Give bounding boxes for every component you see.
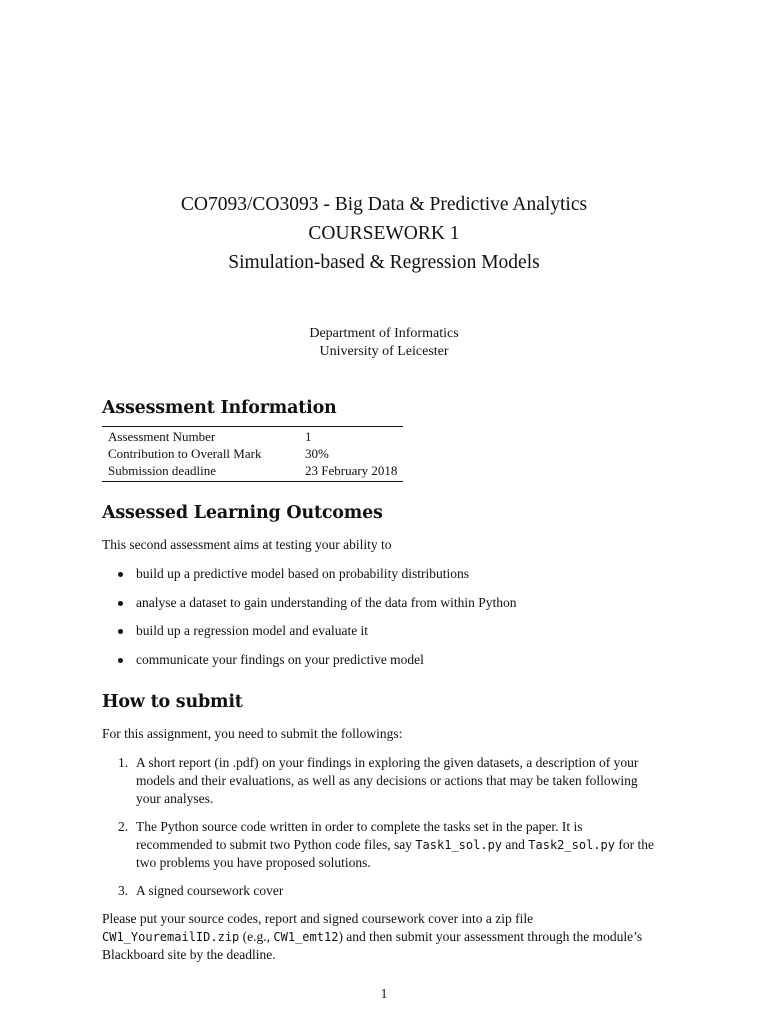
code-filename: Task2_sol.py [528,838,615,852]
title-block [0,190,768,277]
outcomes-heading: Assessed Learning Outcomes [102,503,383,523]
table-cell-label: Assessment Number [108,429,216,444]
coursework-title: COURSEWORK 1 [308,223,460,244]
list-item: build up a regression model and evaluate it [102,622,662,640]
outcomes-intro: This second assessment aims at testing your ability to [102,537,392,552]
list-item: 2. The Python source code written in order to complete the tasks set in the paper. It is recommended to submit two Python code files, say Task1_sol.py and Task2_sol.py for the two problems you have proposed solutions. [118,819,654,870]
table-row [102,462,403,482]
submit-section [102,692,662,964]
university: University of Leicester [319,344,449,359]
list-item: 1. A short report (in .pdf) on your findings in exploring the given datasets, a description of your models and their evaluations, as well as any decisions or actions that may be taken following your analyses. [118,755,639,806]
bullet-icon [118,572,123,577]
page-number: 1 [380,986,388,1001]
table-row [102,427,403,446]
bullet-icon [118,658,123,663]
table-row [102,445,403,462]
outcomes-section [102,503,662,679]
assessment-table [102,426,403,482]
submit-list [102,754,662,900]
table-cell-label: Contribution to Overall Mark [108,446,262,461]
outcomes-list [102,565,662,669]
course-title: CO7093/CO3093 - Big Data & Predictive Analytics [180,194,588,215]
submit-instructions: Please put your source codes, report and signed coursework cover into a zip file CW1_YouremailID.zip (e.g., CW1_emt12) and then submit your assessment through the module’s Blackboard site by the deadline. [102,911,643,962]
code-filename: CW1_YouremailID.zip [102,930,240,944]
list-item: 3. A signed coursework cover [118,883,284,898]
code-filename: Task1_sol.py [415,838,503,852]
affiliation [0,325,768,361]
submit-heading: How to submit [102,692,243,712]
table-cell-value: 30% [305,446,329,461]
bullet-icon [118,629,123,634]
list-item: communicate your findings on your predictive model [102,651,662,669]
assessment-section [102,398,662,482]
coursework-subtitle: Simulation-based & Regression Models [228,252,540,273]
assessment-heading: Assessment Information [102,398,337,418]
submit-intro: For this assignment, you need to submit the followings: [102,726,403,741]
table-cell-value: 23 February 2018 [305,463,398,478]
department: Department of Informatics [309,326,459,341]
code-filename: CW1_emt12 [273,930,339,944]
list-item: build up a predictive model based on probability distributions [102,565,662,583]
bullet-icon [118,601,123,606]
list-item: analyse a dataset to gain understanding of the data from within Python [102,594,662,612]
table-cell-value: 1 [305,429,312,444]
table-cell-label: Submission deadline [108,463,216,478]
